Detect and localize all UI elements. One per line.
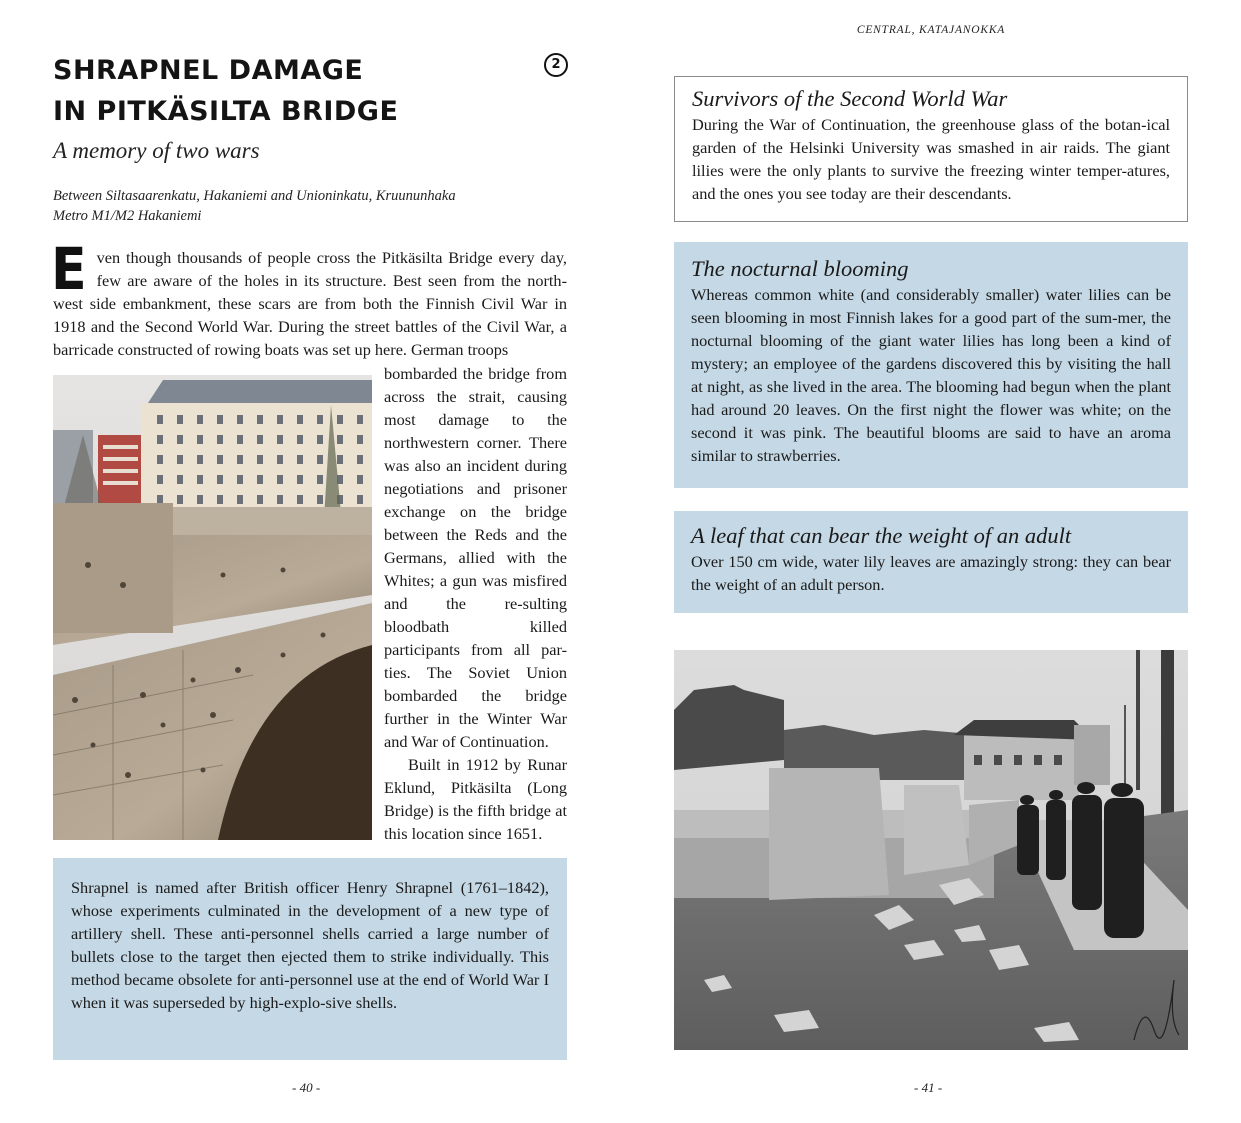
article-title — [53, 50, 523, 132]
shrapnel-note-text: Shrapnel is named after British officer Henry Shrapnel (1761–1842), whose experiments culminated in the development of a new type of artillery shell. These anti-personnel shells carried a large number of bullets close to the target then ejected them to strike individually. This method became obsolete for anti-personnel use at the end of World War I when it was superseded by high-explo-sive shells. — [71, 878, 549, 1012]
sidebar-box-nocturnal-blooming — [674, 242, 1188, 488]
title-line-1: SHRAPNEL DAMAGE — [53, 55, 364, 86]
drop-cap: E — [51, 235, 87, 303]
running-head: CENTRAL, KATAJANOKKA — [856, 24, 1006, 36]
sidebar-box-heading: The nocturnal blooming — [691, 256, 909, 281]
shrapnel-note-box — [53, 858, 567, 1060]
body-intro-text: ven though thousands of people cross the Pitkäsilta Bridge every day, few are aware of the holes in its structure. Best seen from the north-west side embankment, these scars are from both the Finnish Civil War in 1918 and the Second World War. During the street battles of the Civil War, a barricade constructed of rowing boats was set up here. German troops — [53, 248, 567, 359]
body-column-paragraph-1: bombarded the bridge from across the strait, causing most damage to the northwestern corner. There was also an incident during negotiations and prisoner exchange on the bridge between the Reds and the Germans, allied with the Whites; a gun was misfired and the re-sulting bloodbath killed participants from all par-ties. The Soviet Union bombarded the bridge further in the Winter War and War of Continuation. — [384, 364, 567, 751]
location-address: Between Siltasaarenkatu, Hakaniemi and Unioninkatu, Kruununhaka — [53, 188, 456, 204]
page-number-right: - 41 - — [914, 1080, 943, 1095]
page-number-left: - 40 - — [292, 1080, 321, 1095]
bridge-photo — [53, 375, 372, 840]
location-info — [53, 186, 456, 226]
site-number-badge: 2 — [544, 53, 568, 77]
title-line-2: IN PITKÄSILTA BRIDGE — [53, 96, 399, 127]
sidebar-box-text: Whereas common white (and considerably smaller) water lilies can be seen blooming in most Finnish lakes for a good part of the sum-mer, the nocturnal blooming of the giant water lilies has long been a kind of mystery; an employee of the gardens discovered this by visiting the hall at night, as she lived in the area. The blooming had begun when the plant had around 20 leaves. On the first night the flower was white; on the second it was pink. The beautiful blooms are said to have an aroma similar to strawberries. — [691, 285, 1171, 465]
sidebar-box-survivors — [674, 76, 1188, 222]
body-column-paragraph-2: Built in 1912 by Runar Eklund, Pitkäsilta (Long Bridge) is the fifth bridge at this location since 1651. — [384, 755, 567, 843]
bridge-photo-image — [53, 375, 372, 840]
sidebar-box-heading: Survivors of the Second World War — [692, 86, 1008, 111]
sidebar-box-text: During the War of Continuation, the greenhouse glass of the botan-ical garden of the Helsinki University was smashed in air raids. The giant lilies were the only plants to survive the freezing winter temper-atures, and the ones you see today are their descendants. — [692, 115, 1170, 203]
historic-bridge-photo — [674, 650, 1188, 1050]
historic-bridge-photo-image — [674, 650, 1188, 1050]
body-column-text — [384, 362, 567, 845]
location-metro: Metro M1/M2 Hakaniemi — [53, 208, 202, 224]
article-subtitle: A memory of two wars — [53, 138, 260, 163]
body-intro-paragraph — [51, 235, 567, 361]
sidebar-box-heading: A leaf that can bear the weight of an adult — [691, 523, 1072, 548]
sidebar-box-text: Over 150 cm wide, water lily leaves are amazingly strong: they can bear the weight of an adult person. — [691, 552, 1171, 594]
sidebar-box-leaf-weight — [674, 511, 1188, 613]
